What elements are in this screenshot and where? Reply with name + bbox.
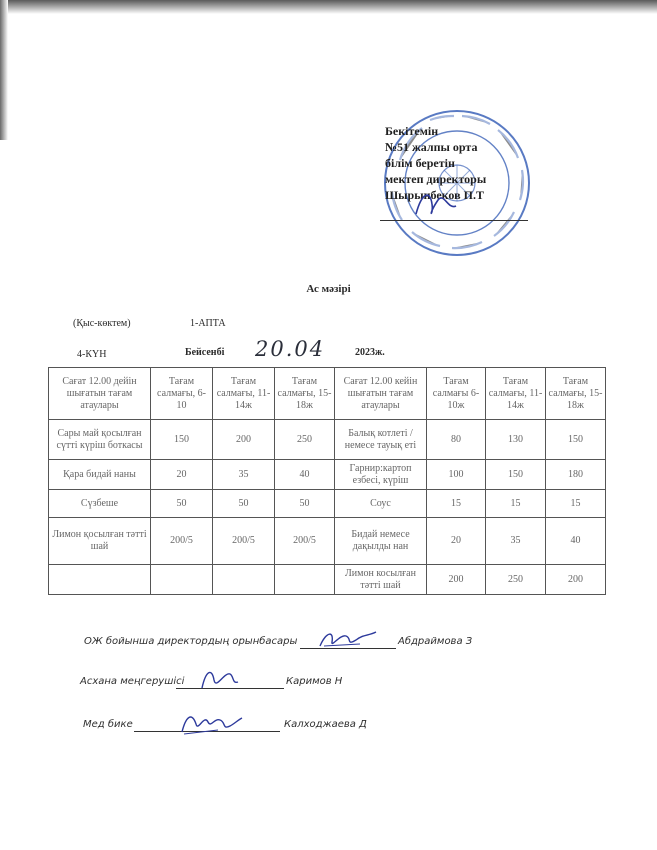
table-cell: 35 — [486, 518, 546, 565]
table-cell — [151, 565, 213, 595]
week-label: 1-АПТА — [190, 318, 226, 329]
year-label: 2023ж. — [355, 347, 385, 358]
day-label: 4-КҮН — [77, 349, 107, 360]
table-row — [49, 490, 606, 518]
nurse-label: Мед бике — [83, 719, 133, 730]
table-cell: Соус — [335, 490, 427, 518]
deputy-name: Абдраймова З — [398, 636, 473, 647]
table-cell: 200/5 — [275, 518, 335, 565]
table-cell — [49, 565, 151, 595]
handwritten-date: 20.04 — [255, 337, 326, 361]
table-cell — [275, 565, 335, 595]
column-header: Тағам салмағы, 15-18ж — [275, 368, 335, 420]
table-cell: 20 — [151, 460, 213, 490]
table-cell: 250 — [486, 565, 546, 595]
table-cell: 15 — [546, 490, 606, 518]
season-label: (Қыс-көктем) — [73, 318, 131, 329]
table-cell: 200 — [546, 565, 606, 595]
table-cell: 35 — [213, 460, 275, 490]
column-header: Тағам салмағы, 6-10 — [151, 368, 213, 420]
table-row — [49, 565, 606, 595]
table-cell: 200 — [427, 565, 486, 595]
table-cell: 200/5 — [213, 518, 275, 565]
table-cell: Лимон косылған тәтті шай — [335, 565, 427, 595]
table-header-row — [49, 368, 606, 420]
table-cell: 40 — [275, 460, 335, 490]
table-cell: 20 — [427, 518, 486, 565]
column-header: Тағам салмағы 6-10ж — [427, 368, 486, 420]
table-cell: 150 — [486, 460, 546, 490]
table-cell: 150 — [151, 420, 213, 460]
scan-edge-left — [0, 0, 8, 140]
table-cell: 200 — [213, 420, 275, 460]
table-cell: Балық котлеті /немесе тауық еті — [335, 420, 427, 460]
column-header: Сағат 12.00 кейін шығатын тағам атаулары — [335, 368, 427, 420]
column-header: Сағат 12.00 дейін шығатын тағам атаулары — [49, 368, 151, 420]
table-cell: 50 — [151, 490, 213, 518]
table-cell: 50 — [275, 490, 335, 518]
column-header: Тағам салмағы, 11-14ж — [213, 368, 275, 420]
table-cell: 180 — [546, 460, 606, 490]
menu-table — [48, 367, 606, 595]
column-header: Тағам салмағы, 15-18ж — [546, 368, 606, 420]
table-row — [49, 518, 606, 565]
table-cell: Сары май қосылған сүтті күріш боткасы — [49, 420, 151, 460]
approval-line: білім беретін — [385, 156, 455, 170]
scan-edge-top — [0, 0, 657, 14]
table-cell: 200/5 — [151, 518, 213, 565]
table-cell: 130 — [486, 420, 546, 460]
canteen-signature — [196, 664, 240, 692]
table-cell: Қара бидай наны — [49, 460, 151, 490]
table-cell: 150 — [546, 420, 606, 460]
deputy-signature — [316, 624, 380, 652]
column-header: Тағам салмағы, 11-14ж — [486, 368, 546, 420]
table-cell: Сүзбеше — [49, 490, 151, 518]
table-cell: 15 — [486, 490, 546, 518]
table-row — [49, 420, 606, 460]
table-cell: Лимон қосылған тәтті шай — [49, 518, 151, 565]
table-cell — [213, 565, 275, 595]
nurse-name: Калходжаева Д — [284, 719, 367, 730]
table-cell: Бидай немесе дақылды нан — [335, 518, 427, 565]
director-signature — [412, 186, 460, 222]
table-cell: Гарнир:картоп езбесі, күріш — [335, 460, 427, 490]
table-cell: 100 — [427, 460, 486, 490]
approval-line: №51 жалпы орта — [385, 140, 478, 154]
table-cell: 80 — [427, 420, 486, 460]
approval-line: Бекітемін — [385, 124, 439, 138]
approval-line: Шырынбеков П.Т — [385, 188, 484, 202]
approval-line: мектеп директоры — [385, 172, 487, 186]
weekday-label: Бейсенбі — [185, 347, 225, 358]
nurse-signature — [178, 708, 244, 738]
canteen-head-label: Асхана меңгерушісі — [80, 676, 185, 687]
table-cell: 15 — [427, 490, 486, 518]
table-cell: 50 — [213, 490, 275, 518]
approval-signature-line — [380, 220, 528, 221]
canteen-head-name: Каримов Н — [286, 676, 343, 687]
page-title: Ас мәзірі — [306, 283, 351, 295]
table-cell: 40 — [546, 518, 606, 565]
table-row — [49, 460, 606, 490]
table-cell: 250 — [275, 420, 335, 460]
deputy-director-label: ОЖ бойынша директордың орынбасары — [84, 636, 298, 647]
